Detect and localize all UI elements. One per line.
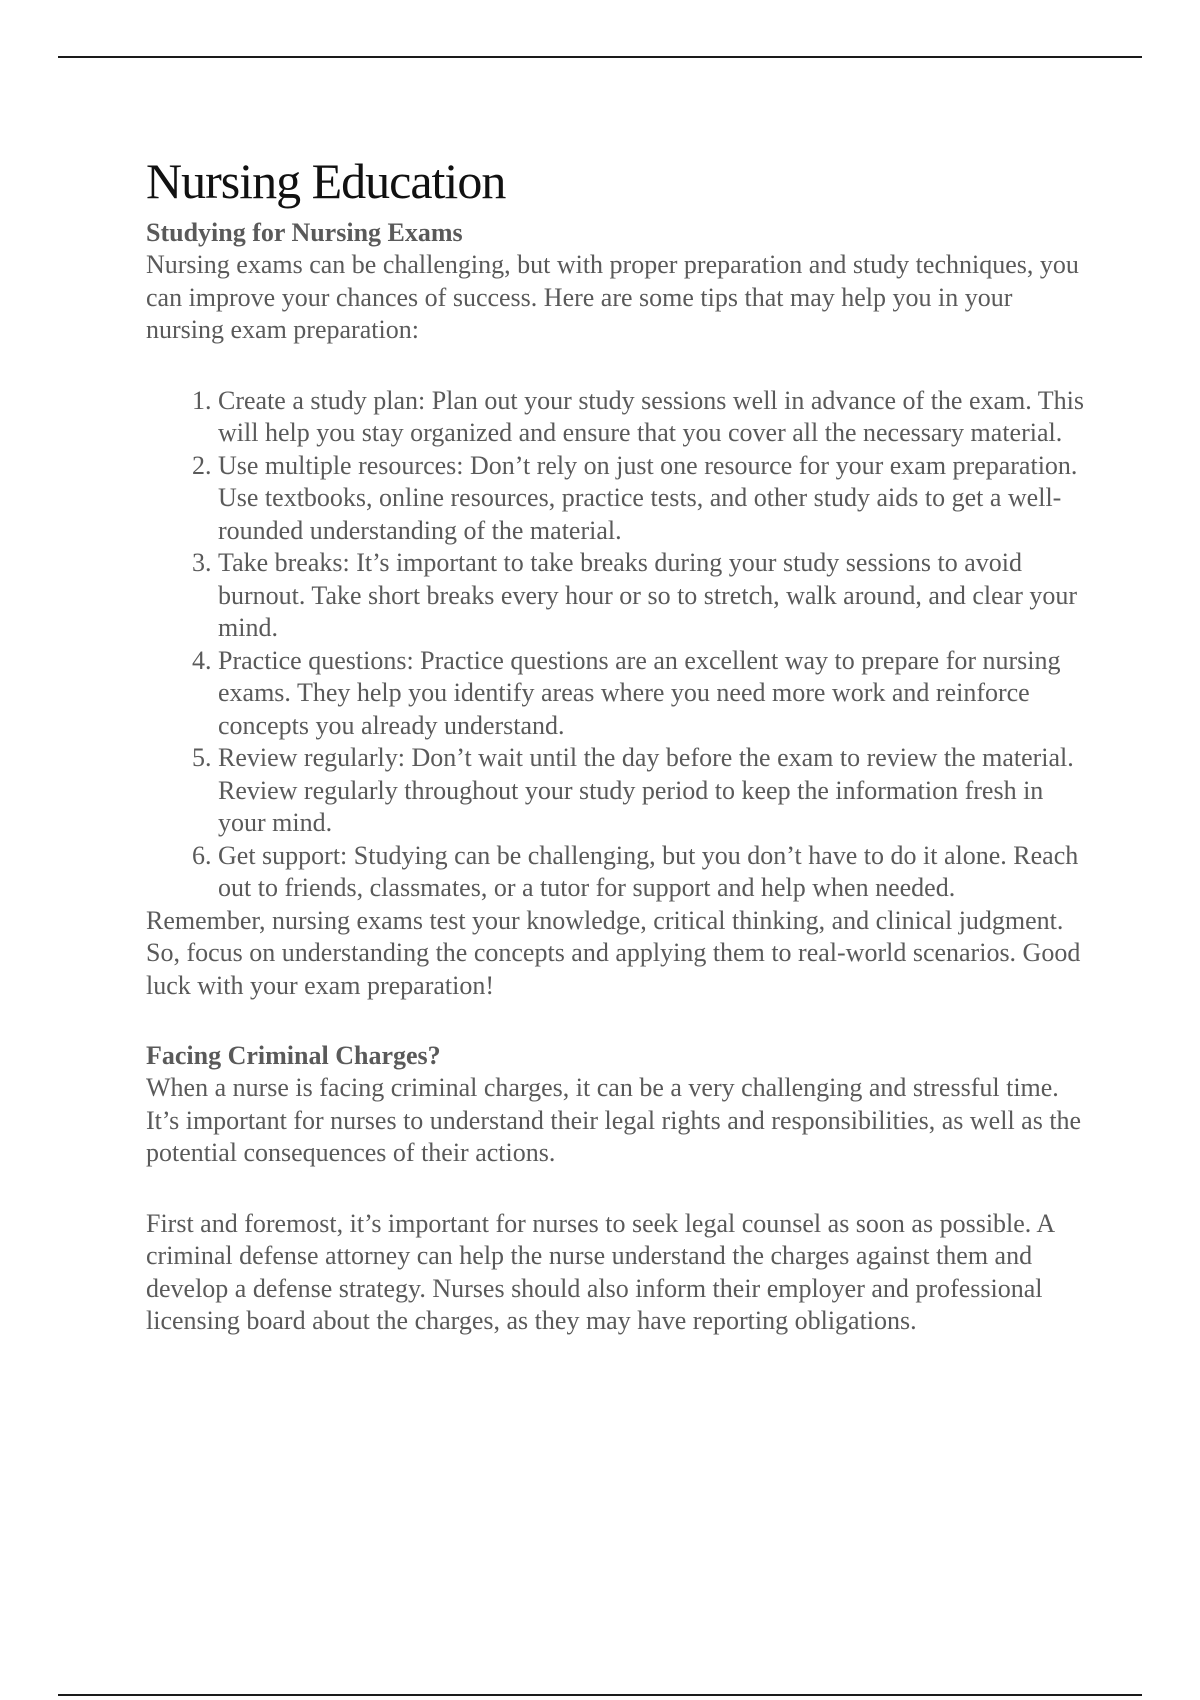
section-heading: Facing Criminal Charges? — [146, 1041, 441, 1070]
tips-list — [146, 385, 1086, 905]
section-criminal-charges — [146, 1040, 1086, 1338]
body-paragraph: When a nurse is facing criminal charges, it can be a very challenging and stressful time. It’s important for nurses to understand their legal rights and responsibilities, as well as the potential consequences of their actions. — [146, 1073, 1082, 1167]
list-item: 4. Practice questions: Practice questions are an excellent way to prepare for nursing exams. They help you identify areas where you need more work and reinforce concepts you already understand. — [218, 645, 1086, 743]
top-rule — [58, 56, 1142, 58]
list-item: 1. Create a study plan: Plan out your study sessions well in advance of the exam. This will help you stay organized and ensure that you cover all the necessary material. — [218, 385, 1086, 450]
list-item: 3. Take breaks: It’s important to take breaks during your study sessions to avoid burnout. Take short breaks every hour or so to stretch, walk around, and clear your mind. — [218, 547, 1086, 645]
intro-paragraph: Nursing exams can be challenging, but with proper preparation and study techniques, you can improve your chances of success. Here are some tips that may help you in your nursing exam preparation: — [146, 250, 1079, 344]
list-item: 5. Review regularly: Don’t wait until the day before the exam to review the material. Review regularly throughout your study period to keep the information fresh in your mind. — [218, 742, 1086, 840]
document-title: Nursing Education — [146, 153, 506, 209]
section-heading: Studying for Nursing Exams — [146, 218, 463, 247]
document-body — [146, 154, 1086, 1338]
closing-paragraph: Remember, nursing exams test your knowledge, critical thinking, and clinical judgment. So, focus on understanding the concepts and applying them to real-world scenarios. Good luck with your exam preparation! — [146, 905, 1081, 1000]
list-item: 6. Get support: Studying can be challenging, but you don’t have to do it alone. Reach out to friends, classmates, or a tutor for support and help when needed. — [218, 840, 1086, 905]
body-paragraph: First and foremost, it’s important for nurses to seek legal counsel as soon as possible. A criminal defense attorney can help the nurse understand the charges against them and develop a defense strategy. Nurses should also inform their employer and professional licensing board about the charges, as they may have reporting obligations. — [146, 1208, 1054, 1335]
list-item: 2. Use multiple resources: Don’t rely on just one resource for your exam preparation. Use textbooks, online resources, practice tests, and other study aids to get a well-rounded understanding of the material. — [218, 450, 1086, 548]
bottom-rule — [58, 1694, 1142, 1696]
section-studying — [146, 217, 1086, 1002]
